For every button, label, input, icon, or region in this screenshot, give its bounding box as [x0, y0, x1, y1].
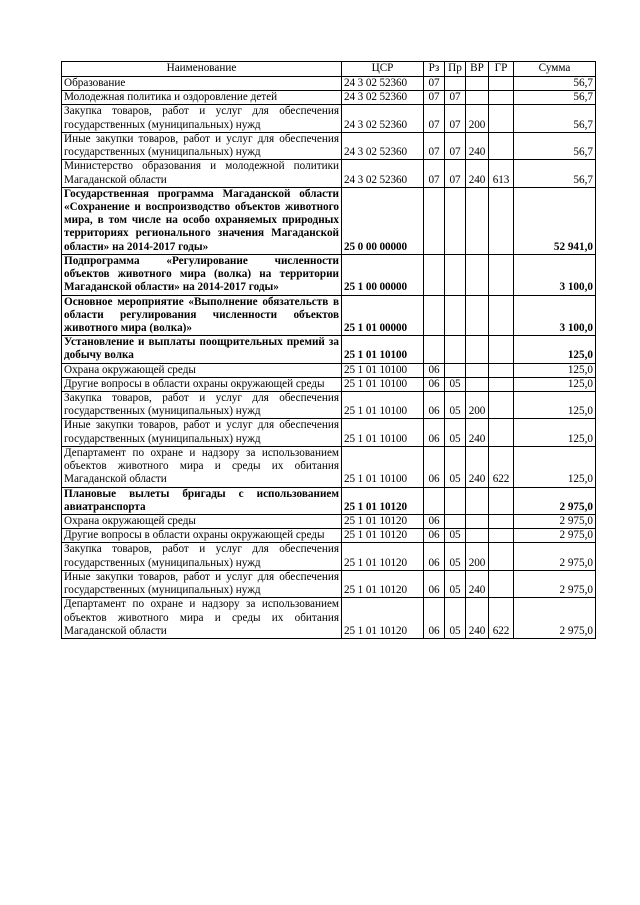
- row-rz-cell: [424, 487, 445, 514]
- row-name-cell: Министерство образования и молодежной политики Магаданской области: [62, 160, 342, 187]
- table-row: [62, 543, 596, 570]
- row-rz-cell: 06: [424, 570, 445, 597]
- row-gr-cell: [489, 419, 514, 446]
- row-sum-cell: 125,0: [514, 446, 596, 487]
- table-row: [62, 91, 596, 105]
- table-row: [62, 336, 596, 363]
- row-rz-cell: 06: [424, 598, 445, 639]
- row-sum-cell: 125,0: [514, 392, 596, 419]
- table-row: [62, 446, 596, 487]
- row-sum-cell: 125,0: [514, 377, 596, 391]
- row-rz-cell: [424, 187, 445, 254]
- row-sum-cell: 2 975,0: [514, 570, 596, 597]
- row-csr-cell: 24 3 02 52360: [342, 105, 424, 132]
- row-sum-cell: 52 941,0: [514, 187, 596, 254]
- row-rz-cell: 06: [424, 446, 445, 487]
- row-vr-cell: [466, 77, 489, 91]
- row-gr-cell: [489, 570, 514, 597]
- row-name-cell: Подпрограмма «Регулирование численности объектов животного мира (волка) на территории Магаданской области» на 2014-2017 годы»: [62, 254, 342, 295]
- row-vr-cell: [466, 515, 489, 529]
- row-pr-cell: [445, 77, 466, 91]
- table-body: [62, 77, 596, 639]
- header-row: [62, 62, 596, 77]
- header-vr: ВР: [466, 62, 489, 77]
- row-name-cell: Другие вопросы в области охраны окружающей среды: [62, 377, 342, 391]
- row-pr-cell: [445, 487, 466, 514]
- row-pr-cell: 05: [445, 543, 466, 570]
- row-sum-cell: 3 100,0: [514, 295, 596, 336]
- row-rz-cell: 07: [424, 91, 445, 105]
- row-vr-cell: [466, 529, 489, 543]
- row-rz-cell: 06: [424, 543, 445, 570]
- row-csr-cell: 25 1 01 10100: [342, 336, 424, 363]
- row-vr-cell: [466, 487, 489, 514]
- table-row: [62, 254, 596, 295]
- row-csr-cell: 24 3 02 52360: [342, 91, 424, 105]
- row-name-cell: Департамент по охране и надзору за использованием объектов животного мира и среды их обитания Магаданской области: [62, 598, 342, 639]
- row-pr-cell: [445, 363, 466, 377]
- row-pr-cell: [445, 254, 466, 295]
- row-name-cell: Иные закупки товаров, работ и услуг для обеспечения государственных (муниципальных) нужд: [62, 419, 342, 446]
- row-vr-cell: 240: [466, 160, 489, 187]
- row-vr-cell: [466, 363, 489, 377]
- row-vr-cell: 240: [466, 419, 489, 446]
- row-csr-cell: 25 1 01 10100: [342, 419, 424, 446]
- row-sum-cell: 125,0: [514, 419, 596, 446]
- header-name: Наименование: [62, 62, 342, 77]
- row-pr-cell: 05: [445, 377, 466, 391]
- row-rz-cell: 07: [424, 160, 445, 187]
- table-row: [62, 295, 596, 336]
- row-vr-cell: 240: [466, 570, 489, 597]
- row-name-cell: Молодежная политика и оздоровление детей: [62, 91, 342, 105]
- row-rz-cell: 06: [424, 392, 445, 419]
- table-row: [62, 419, 596, 446]
- row-vr-cell: 200: [466, 543, 489, 570]
- row-rz-cell: 07: [424, 77, 445, 91]
- table-row: [62, 77, 596, 91]
- row-rz-cell: 06: [424, 515, 445, 529]
- table-row: [62, 570, 596, 597]
- row-rz-cell: [424, 254, 445, 295]
- row-name-cell: Иные закупки товаров, работ и услуг для обеспечения государственных (муниципальных) нужд: [62, 570, 342, 597]
- row-csr-cell: 25 1 00 00000: [342, 254, 424, 295]
- row-csr-cell: 24 3 02 52360: [342, 77, 424, 91]
- row-vr-cell: 240: [466, 132, 489, 159]
- header-csr: ЦСР: [342, 62, 424, 77]
- row-sum-cell: 2 975,0: [514, 529, 596, 543]
- table-row: [62, 377, 596, 391]
- row-gr-cell: [489, 77, 514, 91]
- row-sum-cell: 56,7: [514, 91, 596, 105]
- row-sum-cell: 56,7: [514, 160, 596, 187]
- row-pr-cell: 07: [445, 160, 466, 187]
- row-gr-cell: [489, 105, 514, 132]
- row-name-cell: Охрана окружающей среды: [62, 515, 342, 529]
- row-name-cell: Охрана окружающей среды: [62, 363, 342, 377]
- row-gr-cell: [489, 529, 514, 543]
- row-csr-cell: 24 3 02 52360: [342, 160, 424, 187]
- row-pr-cell: 07: [445, 91, 466, 105]
- row-sum-cell: 3 100,0: [514, 254, 596, 295]
- table-row: [62, 363, 596, 377]
- row-sum-cell: 56,7: [514, 105, 596, 132]
- row-vr-cell: 240: [466, 598, 489, 639]
- header-pr: Пр: [445, 62, 466, 77]
- header-gr: ГР: [489, 62, 514, 77]
- row-gr-cell: 613: [489, 160, 514, 187]
- row-rz-cell: 06: [424, 363, 445, 377]
- row-name-cell: Образование: [62, 77, 342, 91]
- row-vr-cell: [466, 336, 489, 363]
- row-name-cell: Установление и выплаты поощрительных премий за добычу волка: [62, 336, 342, 363]
- row-csr-cell: 25 1 01 10100: [342, 377, 424, 391]
- row-sum-cell: 2 975,0: [514, 487, 596, 514]
- row-name-cell: Плановые вылеты бригады с использованием авиатранспорта: [62, 487, 342, 514]
- row-gr-cell: [489, 487, 514, 514]
- row-rz-cell: 06: [424, 529, 445, 543]
- table-row: [62, 392, 596, 419]
- row-pr-cell: [445, 336, 466, 363]
- row-csr-cell: 25 1 01 10100: [342, 363, 424, 377]
- table-row: [62, 132, 596, 159]
- row-csr-cell: 25 1 01 10100: [342, 392, 424, 419]
- row-csr-cell: 25 0 00 00000: [342, 187, 424, 254]
- row-name-cell: Основное мероприятие «Выполнение обязательств в области регулирования численности объектов животного мира (волка)»: [62, 295, 342, 336]
- row-vr-cell: [466, 254, 489, 295]
- row-gr-cell: 622: [489, 598, 514, 639]
- table-row: [62, 160, 596, 187]
- row-rz-cell: [424, 295, 445, 336]
- row-pr-cell: [445, 187, 466, 254]
- row-csr-cell: 25 1 01 10120: [342, 570, 424, 597]
- table-row: [62, 598, 596, 639]
- row-gr-cell: [489, 515, 514, 529]
- table-row: [62, 487, 596, 514]
- row-name-cell: Государственная программа Магаданской области «Сохранение и воспроизводство объектов животного мира, в том числе на особо охраняемых природных территориях регионального значения Магаданской области» на 2014-2017 годы»: [62, 187, 342, 254]
- row-rz-cell: 06: [424, 419, 445, 446]
- row-vr-cell: [466, 187, 489, 254]
- row-vr-cell: [466, 377, 489, 391]
- row-csr-cell: 25 1 01 10120: [342, 529, 424, 543]
- row-csr-cell: 25 1 01 00000: [342, 295, 424, 336]
- row-name-cell: Иные закупки товаров, работ и услуг для обеспечения государственных (муниципальных) нужд: [62, 132, 342, 159]
- row-pr-cell: 07: [445, 132, 466, 159]
- row-vr-cell: 200: [466, 105, 489, 132]
- row-gr-cell: [489, 132, 514, 159]
- table-row: [62, 187, 596, 254]
- row-pr-cell: 05: [445, 598, 466, 639]
- row-gr-cell: [489, 392, 514, 419]
- row-vr-cell: 240: [466, 446, 489, 487]
- row-name-cell: Другие вопросы в области охраны окружающей среды: [62, 529, 342, 543]
- row-pr-cell: 05: [445, 419, 466, 446]
- row-rz-cell: 07: [424, 105, 445, 132]
- row-csr-cell: 25 1 01 10120: [342, 487, 424, 514]
- row-gr-cell: [489, 91, 514, 105]
- row-gr-cell: [489, 295, 514, 336]
- row-pr-cell: [445, 515, 466, 529]
- row-sum-cell: 125,0: [514, 336, 596, 363]
- row-csr-cell: 24 3 02 52360: [342, 132, 424, 159]
- row-rz-cell: 06: [424, 377, 445, 391]
- row-csr-cell: 25 1 01 10120: [342, 515, 424, 529]
- row-name-cell: Закупка товаров, работ и услуг для обеспечения государственных (муниципальных) нужд: [62, 543, 342, 570]
- header-sum: Сумма: [514, 62, 596, 77]
- row-pr-cell: 07: [445, 105, 466, 132]
- row-gr-cell: [489, 543, 514, 570]
- row-gr-cell: [489, 336, 514, 363]
- header-rz: Рз: [424, 62, 445, 77]
- row-sum-cell: 125,0: [514, 363, 596, 377]
- row-pr-cell: [445, 295, 466, 336]
- row-csr-cell: 25 1 01 10120: [342, 543, 424, 570]
- row-rz-cell: 07: [424, 132, 445, 159]
- table-row: [62, 105, 596, 132]
- row-name-cell: Закупка товаров, работ и услуг для обеспечения государственных (муниципальных) нужд: [62, 392, 342, 419]
- row-gr-cell: [489, 363, 514, 377]
- row-vr-cell: 200: [466, 392, 489, 419]
- row-csr-cell: 25 1 01 10100: [342, 446, 424, 487]
- row-gr-cell: [489, 254, 514, 295]
- row-gr-cell: [489, 377, 514, 391]
- row-sum-cell: 2 975,0: [514, 515, 596, 529]
- row-rz-cell: [424, 336, 445, 363]
- row-vr-cell: [466, 91, 489, 105]
- row-sum-cell: 56,7: [514, 77, 596, 91]
- row-sum-cell: 2 975,0: [514, 543, 596, 570]
- table-header: [62, 62, 596, 77]
- table-row: [62, 515, 596, 529]
- row-csr-cell: 25 1 01 10120: [342, 598, 424, 639]
- row-pr-cell: 05: [445, 570, 466, 597]
- row-pr-cell: 05: [445, 529, 466, 543]
- row-sum-cell: 2 975,0: [514, 598, 596, 639]
- row-gr-cell: [489, 187, 514, 254]
- row-name-cell: Закупка товаров, работ и услуг для обеспечения государственных (муниципальных) нужд: [62, 105, 342, 132]
- table-row: [62, 529, 596, 543]
- row-pr-cell: 05: [445, 446, 466, 487]
- row-pr-cell: 05: [445, 392, 466, 419]
- row-vr-cell: [466, 295, 489, 336]
- row-sum-cell: 56,7: [514, 132, 596, 159]
- budget-table: [61, 61, 596, 639]
- row-name-cell: Департамент по охране и надзору за использованием объектов животного мира и среды их обитания Магаданской области: [62, 446, 342, 487]
- row-gr-cell: 622: [489, 446, 514, 487]
